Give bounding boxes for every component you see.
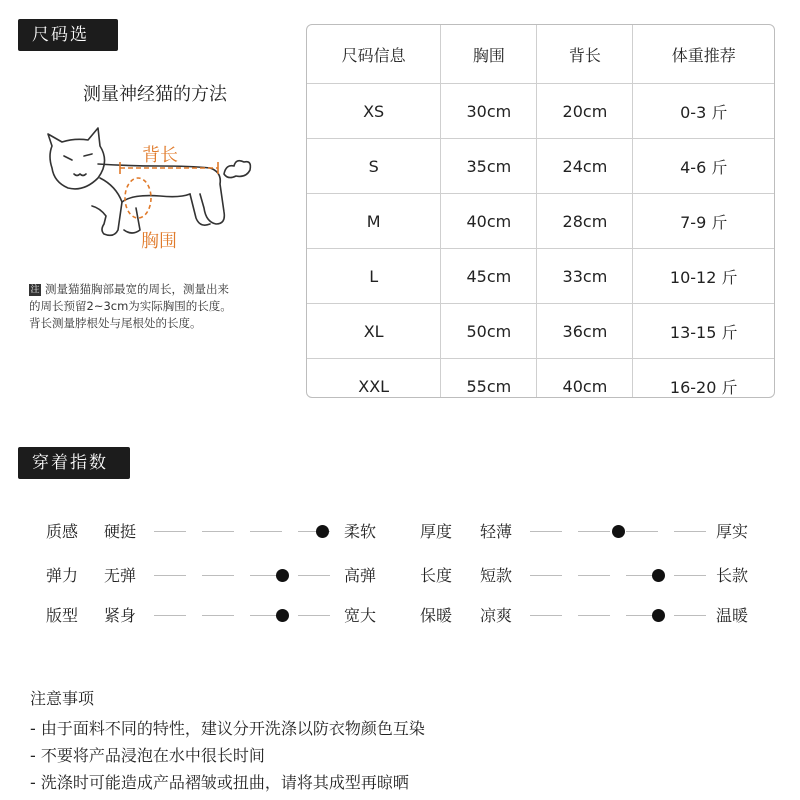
- scale-segment: [578, 615, 610, 616]
- cell-chest: 55cm: [441, 359, 537, 399]
- scale-segment: [202, 575, 234, 576]
- cell-weight: 10-12 斤: [633, 249, 774, 304]
- cell-weight: 13-15 斤: [633, 304, 774, 359]
- wear-scale: [154, 531, 330, 533]
- wear-low: 轻薄: [480, 522, 513, 541]
- measure-note: [29, 281, 284, 332]
- wear-row-fit: [46, 596, 386, 636]
- wear-row-length: [420, 556, 760, 596]
- scale-segment: [298, 615, 330, 616]
- scale-segment: [250, 531, 282, 532]
- cell-size: L: [307, 249, 441, 304]
- wear-scale: [530, 615, 706, 617]
- cell-size: XXL: [307, 359, 441, 399]
- scale-segment: [154, 615, 186, 616]
- wear-name: 质感: [46, 522, 79, 541]
- wear-high: 温暖: [716, 606, 749, 625]
- scale-segment: [674, 531, 706, 532]
- scale-segment: [298, 575, 330, 576]
- wear-row-elasticity: [46, 556, 386, 596]
- notice-item: - 由于面料不同的特性，建议分开洗涤以防衣物颜色互染: [30, 719, 425, 738]
- notice-title: 注意事项: [30, 689, 95, 708]
- cell-size: XL: [307, 304, 441, 359]
- scale-segment: [578, 531, 610, 532]
- cell-size: M: [307, 194, 441, 249]
- scale-level-dot: [652, 609, 665, 622]
- wear-high: 宽大: [344, 606, 377, 625]
- wear-high: 高弹: [344, 566, 377, 585]
- cell-size: XS: [307, 84, 441, 139]
- wear-low: 短款: [480, 566, 513, 585]
- scale-segment: [202, 615, 234, 616]
- table-row: [307, 249, 774, 304]
- wear-name: 版型: [46, 606, 79, 625]
- cell-size: S: [307, 139, 441, 194]
- wear-low: 紧身: [104, 606, 137, 625]
- wear-low: 凉爽: [480, 606, 513, 625]
- cell-weight: 16-20 斤: [669, 377, 738, 397]
- scale-segment: [674, 615, 706, 616]
- wear-name: 厚度: [420, 522, 453, 541]
- wear-scale: [154, 615, 330, 617]
- wear-name: 保暖: [420, 606, 453, 625]
- notice-item: - 洗涤时可能造成产品褶皱或扭曲，请将其成型再晾晒: [30, 773, 409, 792]
- wear-scale: [530, 575, 706, 577]
- notice-item: - 不要将产品浸泡在水中很长时间: [30, 746, 265, 765]
- wear-index-tag: 穿着指数: [18, 447, 130, 479]
- wear-scale: [530, 531, 706, 533]
- cell-back: 24cm: [537, 139, 633, 194]
- scale-segment: [626, 531, 658, 532]
- wear-high: 柔软: [344, 522, 377, 541]
- care-notice: [30, 685, 750, 796]
- cell-back: 28cm: [537, 194, 633, 249]
- chest-label: 胸围: [141, 231, 177, 252]
- table-row: [307, 84, 774, 139]
- note-line-3: 背长测量脖根处与尾根处的长度。: [29, 316, 202, 330]
- header-weight: 体重推荐: [633, 25, 774, 84]
- scale-level-dot: [612, 525, 625, 538]
- scale-segment: [530, 615, 562, 616]
- header-size: 尺码信息: [307, 25, 441, 84]
- cell-chest: 50cm: [441, 304, 537, 359]
- cell-chest: 45cm: [441, 249, 537, 304]
- table-row: [307, 359, 774, 399]
- scale-segment: [674, 575, 706, 576]
- wear-name: 长度: [420, 566, 453, 585]
- scale-segment: [202, 531, 234, 532]
- scale-segment: [154, 575, 186, 576]
- wear-row-warmth: [420, 596, 760, 636]
- scale-level-dot: [276, 569, 289, 582]
- header-back: 背长: [537, 25, 633, 84]
- wear-low: 无弹: [104, 566, 137, 585]
- scale-level-dot: [276, 609, 289, 622]
- wear-name: 弹力: [46, 566, 79, 585]
- measure-method-title: 测量神经猫的方法: [83, 84, 227, 105]
- table-row: [307, 304, 774, 359]
- scale-segment: [530, 531, 562, 532]
- cell-back: 33cm: [537, 249, 633, 304]
- wear-high: 厚实: [716, 522, 749, 541]
- scale-segment: [154, 531, 186, 532]
- cell-back: 40cm: [537, 359, 633, 399]
- wear-row-thickness: [420, 512, 760, 552]
- scale-level-dot: [652, 569, 665, 582]
- header-chest: 胸围: [441, 25, 537, 84]
- cell-chest: 30cm: [441, 84, 537, 139]
- size-table: [306, 24, 775, 398]
- wear-row-texture: [46, 512, 386, 552]
- cell-weight: 0-3 斤: [633, 84, 774, 139]
- note-line-1: 测量猫猫胸部最宽的周长，测量出来: [45, 282, 229, 296]
- scale-segment: [578, 575, 610, 576]
- note-line-2: 的周长预留2~3cm为实际胸围的长度。: [29, 299, 232, 313]
- scale-level-dot: [316, 525, 329, 538]
- table-row: [307, 139, 774, 194]
- back-length-label: 背长: [142, 145, 178, 166]
- table-row: [307, 194, 774, 249]
- wear-high: 长款: [716, 566, 749, 585]
- cell-chest: 35cm: [441, 139, 537, 194]
- cell-back: 36cm: [537, 304, 633, 359]
- scale-segment: [530, 575, 562, 576]
- note-badge: 注: [30, 285, 40, 295]
- size-selection-tag: 尺码选择: [18, 19, 118, 51]
- cell-weight: 7-9 斤: [633, 194, 774, 249]
- cell-chest: 40cm: [441, 194, 537, 249]
- cell-weight: 4-6 斤: [633, 139, 774, 194]
- wear-scale: [154, 575, 330, 577]
- cell-back: 20cm: [537, 84, 633, 139]
- table-header-row: [307, 25, 774, 84]
- wear-low: 硬挺: [104, 522, 137, 541]
